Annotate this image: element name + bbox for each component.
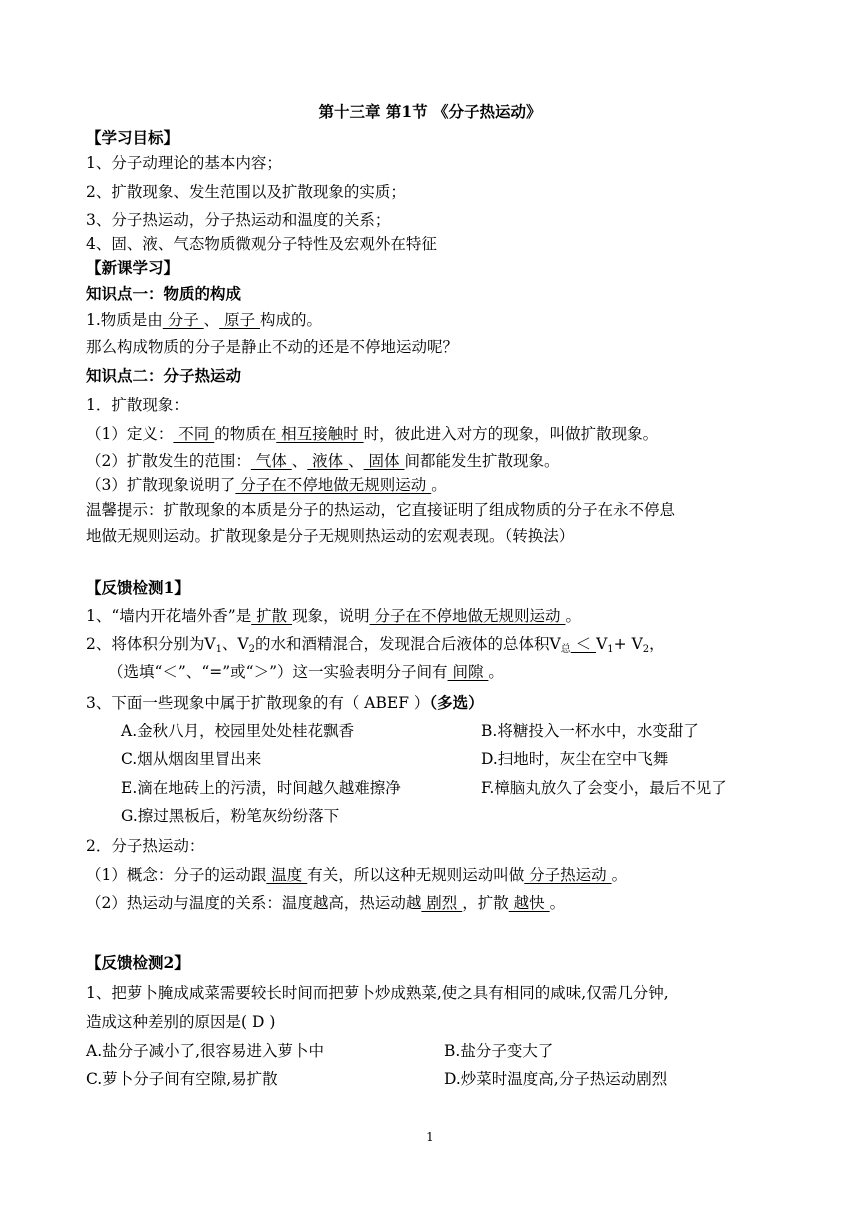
option-d: D.炒菜时温度高,分子热运动剧烈 [444,1070,668,1088]
check2-question-1: 1、把萝卜腌成咸菜需要较长时间而把萝卜炒成熟菜,使之具有相同的咸味,仅需几分钟, [86,984,669,1002]
answer-blank: 分子 [162,311,204,329]
knowledge-point-2-title: 知识点二：分子热运动 [86,366,242,385]
answer-blank: 温度 [266,866,308,884]
diffusion-range: （2）扩散发生的范围： 气体 、 液体 、 固体 间都能发生扩散现象。 [86,452,560,470]
answer-blank: 原子 [219,311,261,329]
option-c: C.烟从烟囱里冒出来 [121,750,262,768]
answer-blank: 间隙 [447,663,489,681]
check2-question-1-line-2: 造成这种差别的原因是( D ) [86,1013,276,1031]
knowledge-point-1-title: 知识点一：物质的构成 [86,284,242,303]
check1-question-3: 3、下面一些现象中属于扩散现象的有（ ABEF ）（多选） [86,693,484,712]
option-b: B.将糖投入一杯水中，水变甜了 [481,722,699,740]
answer-blank: 气体 [250,452,292,470]
tip-text: 地做无规则运动。扩散现象是分子无规则热运动的宏观表现。（转换法） [86,527,575,545]
molecular-motion-title: 2．分子热运动： [86,837,205,855]
page-number: 1 [426,1130,434,1144]
check1-question-2-line-2: （选填“＜”、“=”或“＞”）这一实验表明分子间有 间隙 。 [108,663,504,681]
answer-blank: 不同 [173,425,215,443]
motion-temperature-relation: （2）热运动与温度的关系：温度越高，热运动越 剧烈 ，扩散 越快 。 [86,894,566,912]
answer-blank: 分子热运动 [524,866,612,884]
answer-blank: ＜ [570,635,597,653]
option-b: B.盐分子变大了 [444,1042,554,1060]
diffusion-definition: （1）定义： 不同 的物质在 相互接触时 时，彼此进入对方的现象，叫做扩散现象。 [86,425,659,443]
answer-blank: 扩散 [251,607,293,625]
answer-blank: 相互接触时 [276,425,364,443]
answer-blank: 分子在不停地做无规则运动 [235,476,432,494]
answer-blank: 剧烈 [421,894,463,912]
section-heading-check-2: 【反馈检测2】 [86,953,190,972]
motion-concept: （1）概念：分子的运动跟 温度 有关，所以这种无规则运动叫做 分子热运动 。 [86,866,628,884]
option-a: A.盐分子减小了,很容易进入萝卜中 [86,1042,325,1060]
check1-question-1: 1、“墙内开花墙外香”是 扩散 现象，说明 分子在不停地做无规则运动 。 [86,607,581,625]
option-c: C.萝卜分子间有空隙,易扩散 [86,1070,278,1088]
tip-text: 温馨提示：扩散现象的本质是分子的热运动，它直接证明了组成物质的分子在永不停息 [86,501,676,519]
goal-item: 1、分子动理论的基本内容； [86,154,282,172]
section-heading-new-lesson: 【新课学习】 [86,258,180,277]
diffusion-explanation: （3）扩散现象说明了 分子在不停地做无规则运动 。 [86,476,447,494]
goal-item: 2、扩散现象、发生范围以及扩散现象的实质； [86,183,406,201]
option-f: F.樟脑丸放久了会变小，最后不见了 [481,779,727,797]
section-heading-goals: 【学习目标】 [86,128,180,147]
goal-item: 3、分子热运动，分子热运动和温度的关系； [86,211,391,229]
answer-blank: 固体 [363,452,405,470]
option-d: D.扫地时，灰尘在空中飞舞 [481,750,669,768]
answer-blank: 越快 [508,894,550,912]
check1-question-2: 2、将体积分别为$V_1$、$V_2$的水和酒精混合，发现混合后液体的总体积$V_总 < V_1+ V_2$， [86,635,665,655]
option-e: E.滴在地砖上的污渍，时间越久越难擦净 [121,779,401,797]
goal-item: 4、固、液、气态物质微观分子特性及宏观外在特征 [86,235,437,253]
option-a: A.金秋八月，校园里处处桂花飘香 [121,722,355,740]
answer-blank: 液体 [307,452,349,470]
section-heading-check-1: 【反馈检测1】 [86,578,190,597]
kp1-followup-question: 那么构成物质的分子是静止不动的还是不停地运动呢？ [86,338,459,356]
answer-blank: 分子在不停地做无规则运动 [369,607,566,625]
diffusion-title: 1．扩散现象： [86,396,189,414]
option-g: G.擦过黑板后，粉笔灰纷纷落下 [121,807,340,825]
page-title: 第十三章 第1节 《分子热运动》 [318,102,542,121]
kp1-question: 1.物质是由 分子 、 原子 构成的。 [86,311,323,329]
